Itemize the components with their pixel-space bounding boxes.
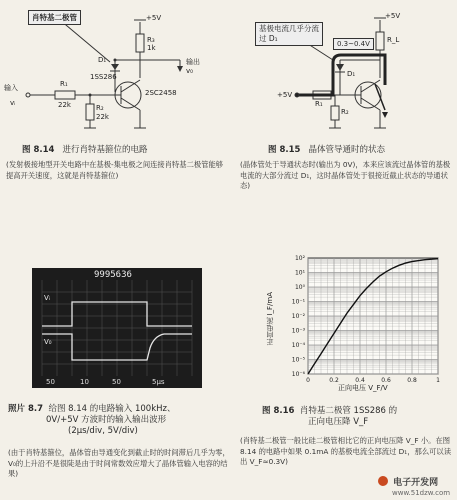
- watermark-logo-icon: [378, 476, 388, 486]
- fig815-caption-num: 图 8.15: [268, 145, 301, 155]
- chart-ylabel: 正向电流 I_F/mA: [266, 292, 274, 346]
- y-tick-label: 10⁻³: [291, 327, 305, 335]
- fig815-schematic: [235, 0, 457, 140]
- rl-label: R_L: [387, 36, 400, 44]
- fig815-svg: [235, 0, 457, 140]
- scope-vi-label: Vᵢ: [44, 294, 51, 302]
- r1-value: 22k: [58, 101, 71, 109]
- scope-scale-1: 50: [46, 378, 55, 386]
- fig816-note: (肖特基二极管一般比硅二极管相比它的正向电压降 V_F 小。在图 8.14 的电路中如果 0.1mA 的基极电流全部流过 D₁，那么可以读出 V_F≈0.3V): [240, 436, 452, 466]
- base-current-callout: 基极电流几乎分流过 D₁: [255, 22, 323, 46]
- output-label: 输出: [186, 58, 200, 66]
- fig814-caption-num: 图 8.14: [22, 145, 55, 155]
- y-tick-label: 10⁻²: [291, 313, 305, 320]
- photo87-caption-line2: 0V/+5V 方波时的输入输出波形: [46, 415, 167, 425]
- vi-label: vᵢ: [10, 99, 16, 107]
- watermark: [378, 470, 450, 497]
- x-tick-label: 0: [306, 377, 310, 384]
- x-tick-label: 0.6: [381, 377, 391, 384]
- y-tick-label: 10¹: [294, 269, 305, 277]
- r1-label: R₁: [60, 80, 68, 88]
- fig814-schematic: [0, 0, 230, 140]
- photo87-note: (由于肖特基箍位，晶体管由导通变化到截止时的时间滞后几乎为零，V₀的上升沿不是很陡是由于时间常数效应增大了晶体管输入电容的结果): [8, 448, 230, 478]
- vdrop-label: 0.3~0.4V: [333, 38, 374, 50]
- fig814-caption-title: 进行肖特基箍位的电路: [62, 145, 148, 155]
- y-tick-label: 10⁻⁴: [291, 342, 305, 349]
- fig815-note: (晶体管处于导通状态时(输出为 0V)，本来应该流过晶体管的基极电流的大部分流过 D₁，这时晶体管处于很接近截止状态的导通状态): [240, 160, 451, 190]
- input-label: 输入: [4, 84, 18, 92]
- d1-label-2: D₁: [347, 70, 356, 78]
- photo87-caption-num: 照片 8.7: [8, 404, 44, 414]
- fig816-caption-title1: 肖特基二极管 1SS286 的: [299, 406, 398, 416]
- photo87-caption-line1: 给图 8.14 的电路输入 100kHz、: [48, 404, 176, 414]
- scope-scale-2: 10: [80, 378, 89, 386]
- transistor-part-label: 2SC2458: [145, 89, 177, 97]
- fig814-caption: [22, 145, 232, 156]
- r2-value: 22k: [96, 113, 109, 121]
- vo-label: v₀: [186, 67, 193, 75]
- diode-part-label: 1SS286: [90, 73, 117, 81]
- x-tick-label: 1: [436, 377, 440, 384]
- photo87-caption: [8, 404, 233, 437]
- y-tick-label: 10⁻⁶: [291, 371, 305, 378]
- x-tick-label: 0.2: [329, 377, 339, 384]
- fig816-caption-num: 图 8.16: [262, 406, 295, 416]
- scope-vo-label: V₀: [44, 338, 52, 346]
- y-tick-label: 10⁻¹: [291, 298, 305, 306]
- scope-scale-3: 50: [112, 378, 121, 386]
- fig814-note: (发射极接地型开关电路中在基极-集电极之间连接肖特基二极管能够提高开关速度，这就是肖特基箍位): [6, 160, 224, 180]
- x-tick-label: 0.8: [407, 377, 417, 384]
- fig816-chart: [266, 252, 450, 398]
- scope-counter: 9995636: [94, 270, 132, 280]
- scope-svg: [32, 268, 202, 388]
- chart-xlabel: 正向电压 V_F/V: [338, 384, 388, 392]
- fig816-caption: [262, 406, 452, 428]
- vcc-label-2: +5V: [385, 12, 401, 20]
- y-tick-label: 10²: [294, 255, 305, 262]
- schottky-tag: 肖特基二极管: [28, 10, 81, 25]
- fig816-caption-title2: 正向电压降 V_F: [308, 417, 369, 427]
- r2-label: R₂: [96, 104, 104, 112]
- d1-label: D₁: [98, 56, 107, 64]
- r1-label-2: R₁: [315, 100, 323, 108]
- photo87-caption-line3: (2μs/div, 5V/div): [68, 426, 138, 436]
- vin-label: +5V: [277, 91, 293, 99]
- oscilloscope-photo: [32, 268, 202, 388]
- y-tick-label: 10⁰: [294, 284, 305, 291]
- y-tick-label: 10⁻⁵: [291, 356, 305, 364]
- x-tick-label: 0.4: [355, 377, 365, 384]
- r3-label: R₃: [147, 36, 155, 44]
- scope-scale-4: 5μs: [152, 378, 165, 386]
- fig815-caption: [268, 145, 453, 156]
- r3-value: 1k: [147, 44, 156, 52]
- fig815-caption-title: 晶体管导通时的状态: [308, 145, 386, 155]
- r2-label-2: R₂: [341, 108, 349, 116]
- vcc-label: +5V: [146, 14, 162, 22]
- watermark-brand: 电子开发网: [393, 478, 439, 488]
- watermark-url: www.51dzw.com: [392, 489, 451, 497]
- vf-chart-svg: [270, 252, 450, 398]
